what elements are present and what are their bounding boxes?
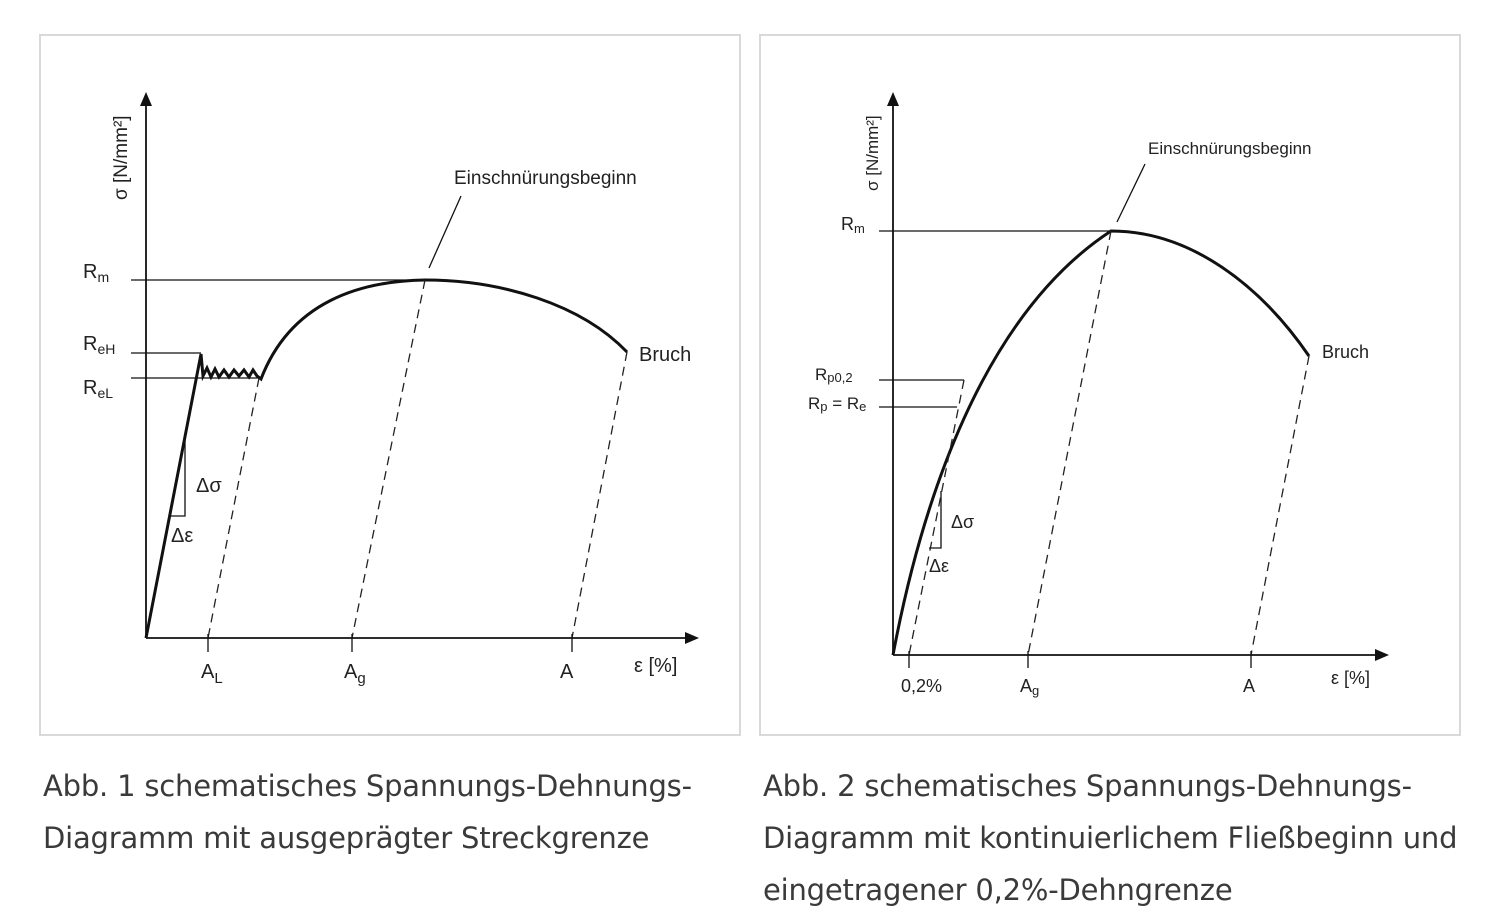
stress-strain-diagram-yield-point [41,36,743,738]
dashed-line-al [208,378,259,638]
caption-line: Diagramm mit ausgeprägter Streckgrenze [43,821,650,855]
caption-line: Diagramm mit kontinuierlichem Fließbeginn und [763,821,1458,855]
y-axis-label: σ [N/mm²] [111,115,132,200]
label-reh: $R_{eH}$ [83,333,116,357]
dashed-line-ag [352,280,425,638]
stress-strain-curve [893,231,1309,655]
slope-triangle [929,491,941,548]
x-axis-arrow [1375,649,1389,661]
delta-sigma-label: Δσ [196,475,222,497]
caption-figure-1 [43,760,743,864]
delta-sigma-label: Δσ [951,512,975,532]
einschnuerung-pointer [1117,164,1145,222]
label-ag: $A_g$ [344,661,366,687]
dashed-line-a [1251,356,1309,655]
x-axis-label: ε [%] [634,655,678,677]
x-axis-arrow [685,632,699,644]
y-axis-label: σ [N/mm²] [863,115,882,191]
y-axis-arrow [140,92,152,106]
caption-line: Abb. 2 schematisches Spannungs-Dehnungs- [763,769,1412,803]
delta-epsilon-label: Δε [929,556,950,576]
label-rm: $R_m$ [83,261,110,285]
einschnuerung-pointer [429,196,461,268]
y-axis-arrow [887,92,899,106]
label-bruch: Bruch [639,344,692,366]
label-ag: Ag [1020,676,1040,698]
label-rp-re: Rp = Re [808,394,867,414]
caption-line: Abb. 1 schematisches Spannungs-Dehnungs- [43,769,692,803]
figure-2-diagram [759,34,1461,736]
label-a: A [1243,676,1256,696]
x-axis-label: ε [%] [1331,668,1371,688]
label-rm: Rm [841,214,865,236]
label-p02: 0,2% [901,676,943,696]
label-einschnuerungsbeginn: Einschnürungsbeginn [1148,139,1312,158]
label-rp02: Rp0,2 [815,365,853,385]
label-einschnuerungsbeginn: Einschnürungsbeginn [454,168,637,189]
label-rel: $R_{eL}$ [83,377,114,401]
dashed-line-a [572,352,627,638]
label-al: $A_L$ [201,661,223,687]
caption-line: eingetragener 0,2%-Dehngrenze [763,873,1233,907]
delta-epsilon-label: Δε [171,525,194,547]
label-a: A [560,661,574,683]
figure-1-diagram [39,34,741,736]
label-bruch: Bruch [1322,342,1370,362]
stress-strain-diagram-continuous-yield [761,36,1463,738]
caption-figure-2 [763,760,1463,916]
